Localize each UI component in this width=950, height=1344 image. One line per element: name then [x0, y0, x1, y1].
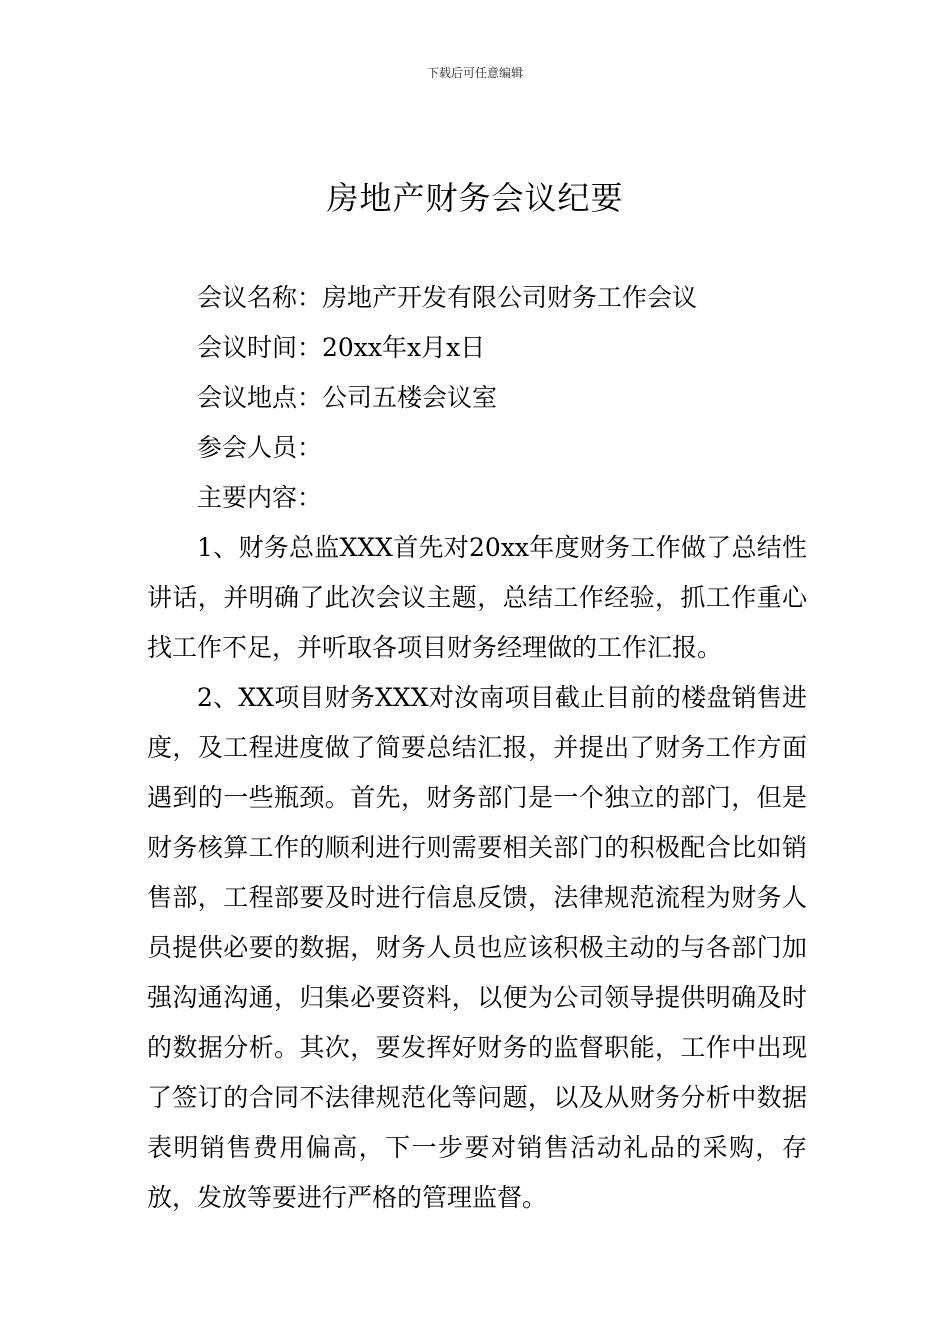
document-title: 房地产财务会议纪要: [326, 179, 624, 217]
header-note: 下载后可任意编辑: [426, 66, 523, 80]
paragraph-2: 2、XX项目财务XXX对汝南项目截止目前的楼盘销售进度，及工程进度做了简要总结汇报，并提出了财务工作方面遇到的一些瓶颈。首先，财务部门是一个独立的部门，但是财务核算工作的顺利进行则需要相关部门的积极配合比如销售部，工程部要及时进行信息反馈，法律规范流程为财务人员提供必要的数据，财务人员也应该积极主动的与各部门加强沟通沟通，归集必要资料，以便为公司领导提供明确及时的数据分析。其次，要发挥好财务的监督职能，工作中出现了签订的合同不法律规范化等问题，以及从财务分析中数据表明销售费用偏高，下一步要对销售活动礼品的采购，存放，发放等要进行严格的管理监督。: [147, 683, 807, 1212]
content-heading: 主要内容：: [197, 483, 323, 512]
meeting-name: 会议名称：房地产开发有限公司财务工作会议: [197, 283, 698, 312]
meeting-time: 会议时间：20xx年x月x日: [197, 333, 486, 362]
paragraph-1: 1、财务总监XXX首先对20xx年度财务工作做了总结性讲话，并明确了此次会议主题，总结工作经验，抓工作重心找工作不足，并听取各项目财务经理做的工作汇报。: [147, 533, 807, 662]
document-body: [147, 273, 807, 1223]
meeting-attendees: 参会人员：: [197, 433, 323, 462]
meeting-place: 会议地点：公司五楼会议室: [197, 383, 498, 412]
